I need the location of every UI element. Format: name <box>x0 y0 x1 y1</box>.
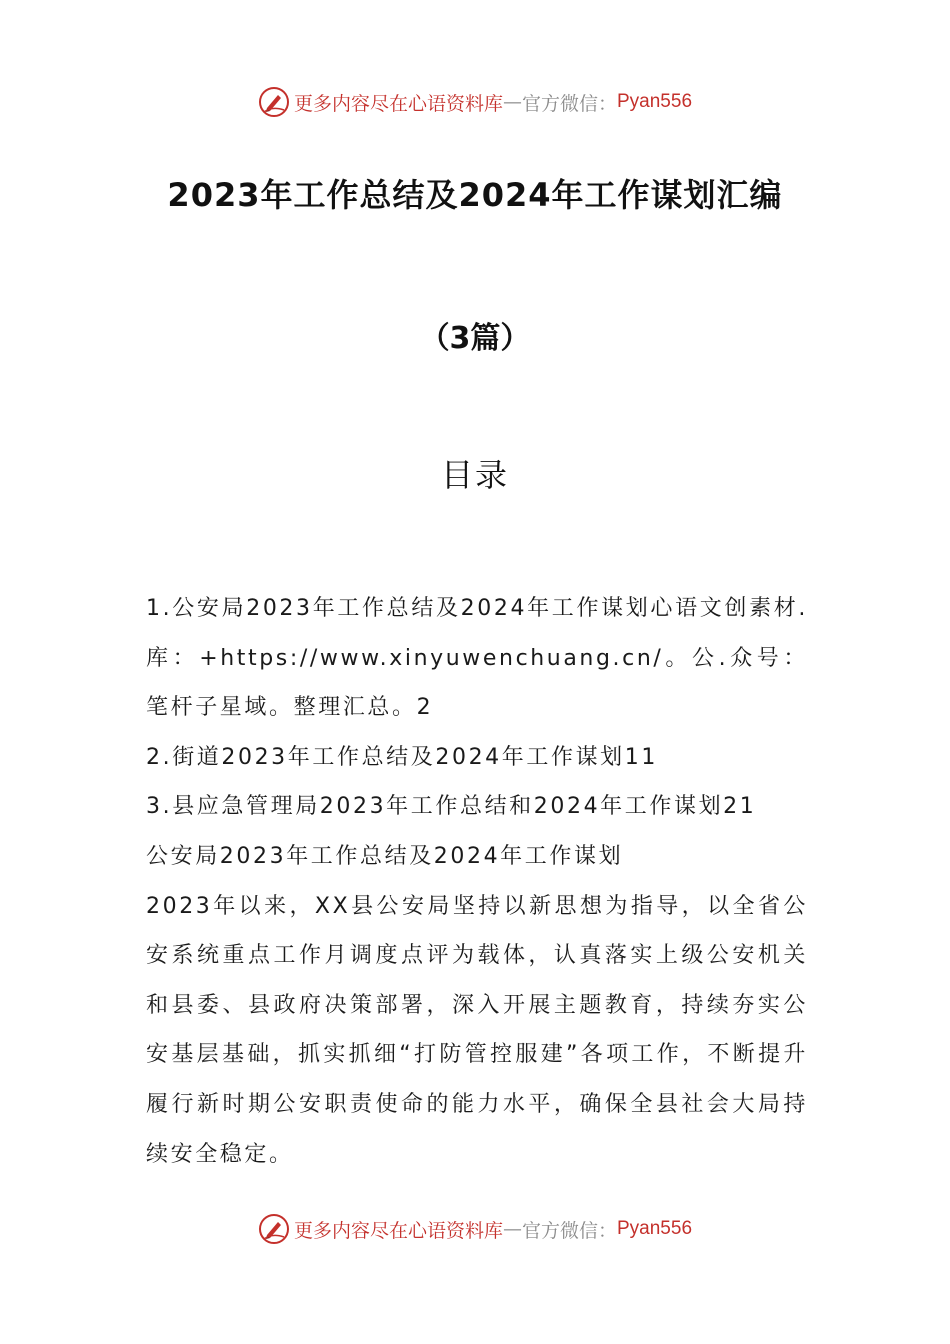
watermark-wechat-id: Pyan556 <box>617 1218 693 1239</box>
watermark-site-text: 更多内容尽在心语资料库 <box>293 92 503 115</box>
footer-watermark <box>0 1209 950 1249</box>
watermark-site-text: 更多内容尽在心语资料库 <box>293 1219 503 1242</box>
toc-item-2: 2.街道2023年工作总结及2024年工作谋划11 <box>146 744 658 770</box>
document-title: 2023年工作总结及2024年工作谋划汇编 <box>167 176 783 214</box>
watermark-separator: — <box>502 1218 522 1240</box>
toc-item-1: 1.公安局2023年工作总结及2024年工作谋划心语文创素材.库：+https://www.xinyuwenchuang.cn/。公.众号：笔杆子星域。整理汇总。2 <box>146 596 808 721</box>
watermark-wechat-label: 官方微信： <box>521 92 617 115</box>
document-subtitle: （3篇） <box>419 321 531 356</box>
toc-item-3: 3.县应急管理局2023年工作总结和2024年工作谋划21 <box>146 794 757 820</box>
section-heading: 公安局2023年工作总结及2024年工作谋划 <box>146 843 624 869</box>
header-watermark <box>0 82 950 122</box>
toc-heading: 目录 <box>440 456 509 494</box>
pen-logo-icon <box>258 86 290 118</box>
document-body <box>146 584 808 1179</box>
watermark-separator: — <box>502 91 522 113</box>
first-paragraph: 2023年以来，XX县公安局坚持以新思想为指导，以全省公安系统重点工作月调度点评为载体，认真落实上级公安机关和县委、县政府决策部署，深入开展主题教育，持续夯实公安基层基础，抓实抓细“打防管控服建”各项工作，不断提升履行新时期公安职责使命的能力水平，确保全县社会大局持续安全稳定。 <box>146 893 808 1167</box>
watermark-wechat-label: 官方微信： <box>521 1219 617 1242</box>
watermark-wechat-id: Pyan556 <box>617 91 693 112</box>
pen-logo-icon <box>258 1213 290 1245</box>
